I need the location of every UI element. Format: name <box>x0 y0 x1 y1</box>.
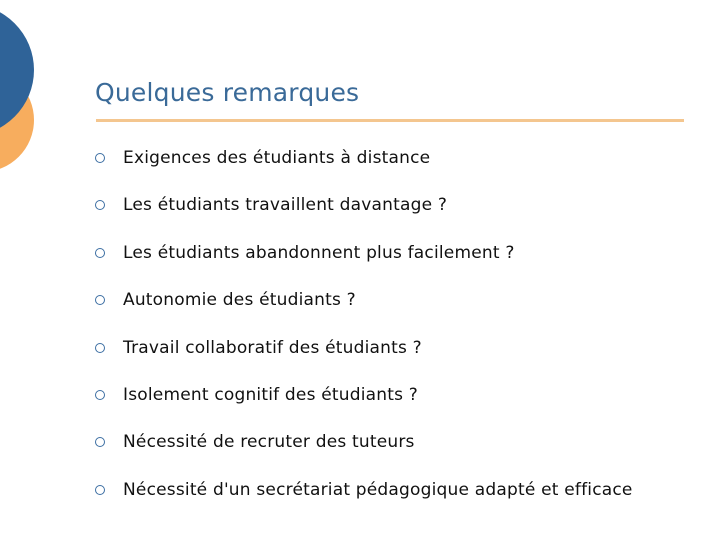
hollow-circle-icon <box>95 248 105 258</box>
hollow-circle-icon <box>95 200 105 210</box>
list-item <box>95 191 695 219</box>
list-item-text: Nécessité d'un secrétariat pédagogique adapté et efficace <box>123 480 633 500</box>
hollow-circle-icon <box>95 437 105 447</box>
list-item-text: Les étudiants abandonnent plus facilement ? <box>123 243 515 263</box>
title-underline <box>96 119 684 122</box>
hollow-circle-icon <box>95 153 105 163</box>
decorative-circles <box>0 0 60 200</box>
list-item-text: Nécessité de recruter des tuteurs <box>123 432 415 452</box>
list-item <box>95 239 695 267</box>
hollow-circle-icon <box>95 343 105 353</box>
hollow-circle-icon <box>95 295 105 305</box>
hollow-circle-icon <box>95 485 105 495</box>
list-item <box>95 381 695 409</box>
list-item <box>95 334 695 362</box>
list-item-text: Exigences des étudiants à distance <box>123 148 431 168</box>
hollow-circle-icon <box>95 390 105 400</box>
list-item <box>95 476 695 504</box>
list-item <box>95 286 695 314</box>
list-item <box>95 428 695 456</box>
list-item-text: Les étudiants travaillent davantage ? <box>123 195 448 215</box>
list-item-text: Travail collaboratif des étudiants ? <box>123 338 422 358</box>
slide-title: Quelques remarques <box>95 78 360 107</box>
list-item-text: Isolement cognitif des étudiants ? <box>123 385 418 405</box>
list-item-text: Autonomie des étudiants ? <box>123 290 356 310</box>
list-item <box>95 144 695 172</box>
